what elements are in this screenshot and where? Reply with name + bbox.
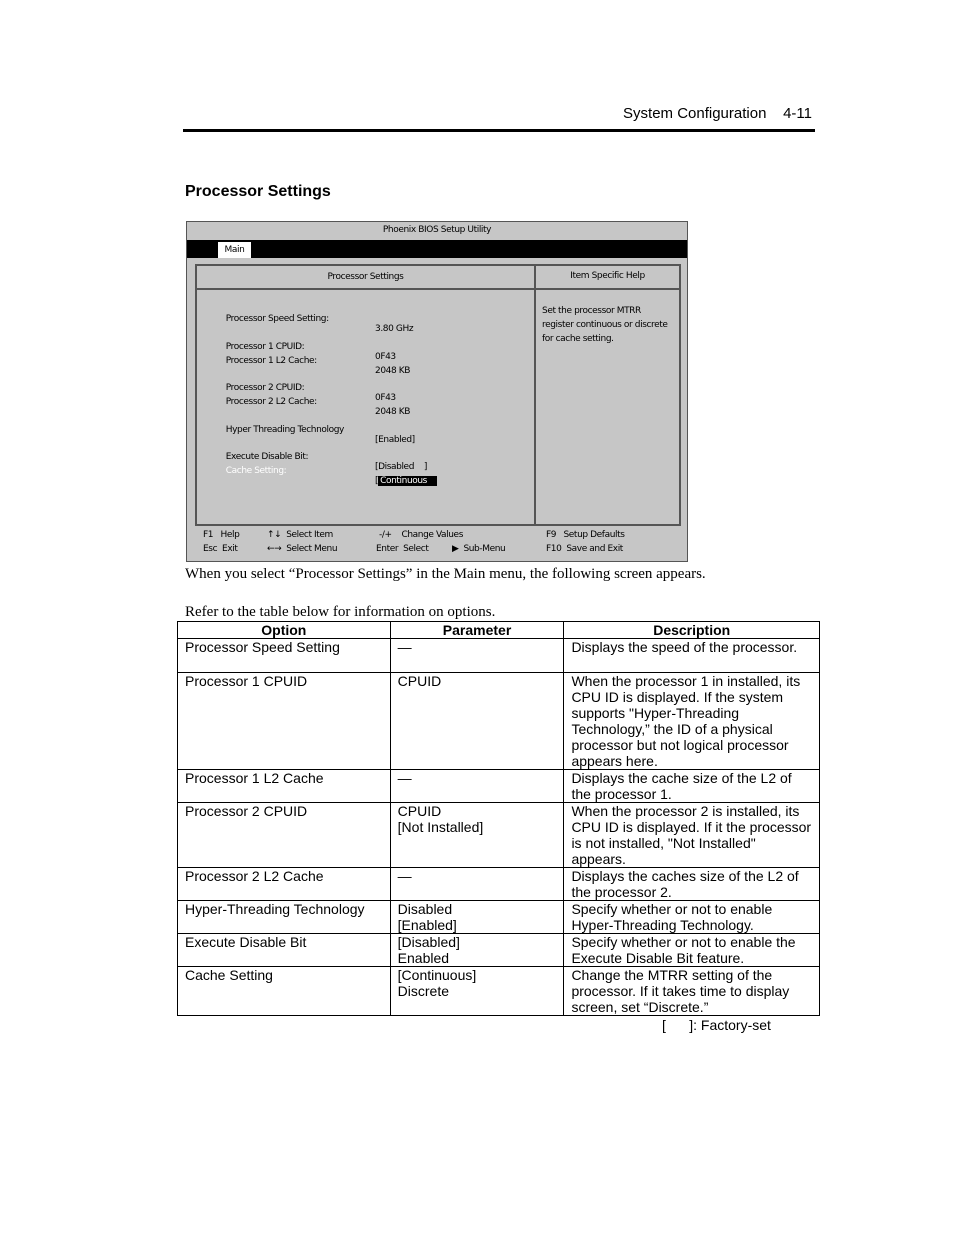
description-cell: Specify whether or not to enable the Execute Disable Bit feature.	[564, 934, 820, 967]
description-cell: Displays the speed of the processor.	[564, 639, 820, 673]
description-cell: When the processor 2 is installed, its CPU ID is displayed. If it the processor is not installed, "Not Installed" appears.	[564, 803, 820, 868]
option-cell: Hyper-Threading Technology	[178, 901, 391, 934]
table-header-row	[178, 622, 820, 639]
row-value: 2048 KB	[375, 407, 411, 417]
parameter-cell: —	[390, 639, 564, 673]
parameter-cell: CPUID [Not Installed]	[390, 803, 564, 868]
bios-menubar	[187, 240, 687, 258]
row-value-wrapper[interactable]	[375, 476, 437, 486]
panel-header-divider	[197, 288, 679, 290]
footer-change-values: -/+ Change Values	[379, 530, 463, 540]
help-text: Set the processor MTRR register continuous or discrete for cache setting.	[542, 306, 668, 344]
row-value[interactable]: [Disabled ]	[375, 462, 427, 472]
row-label: Processor 1 CPUID:	[225, 342, 305, 352]
header-rule	[183, 129, 815, 132]
table-row	[178, 673, 820, 770]
footer-select-item: ↑↓ Select Item	[267, 530, 333, 540]
parameter-cell: —	[390, 770, 564, 803]
footer-f10-save: F10 Save and Exit	[546, 544, 623, 554]
row-label: Processor 1 L2 Cache:	[225, 356, 317, 366]
intro-text: When you select “Processor Settings” in the Main menu, the following screen appears.	[185, 566, 706, 582]
option-cell: Cache Setting	[178, 967, 391, 1016]
option-cell: Processor Speed Setting	[178, 639, 391, 673]
row-value[interactable]: [Enabled]	[375, 435, 415, 445]
bios-title: Phoenix BIOS Setup Utility	[382, 225, 492, 235]
parameter-cell: [Continuous] Discrete	[390, 967, 564, 1016]
footer-enter-select: Enter Select	[376, 544, 429, 554]
bios-panel	[195, 264, 681, 526]
options-table	[177, 621, 820, 1016]
description-cell: Specify whether or not to enable Hyper-Threading Technology.	[564, 901, 820, 934]
table-row	[178, 770, 820, 803]
page-header: System Configuration 4-11	[623, 105, 812, 122]
footer-f1-help: F1 Help	[203, 530, 240, 540]
row-value: 0F43	[375, 352, 396, 362]
factory-set-note: [ ]: Factory-set	[662, 1017, 771, 1033]
bios-footer	[187, 529, 687, 561]
description-cell: Displays the cache size of the L2 of the processor 1.	[564, 770, 820, 803]
option-cell: Processor 2 L2 Cache	[178, 868, 391, 901]
row-label: Cache Setting:	[225, 466, 287, 476]
refer-text: Refer to the table below for information on options.	[185, 604, 496, 620]
footer-select-menu: ←→ Select Menu	[267, 544, 338, 554]
row-value: 2048 KB	[375, 366, 411, 376]
description-cell: When the processor 1 in installed, its CPU ID is displayed. If the system supports "Hyper-Threading Technology,” the ID of a physical processor but not logical processor appears here.	[564, 673, 820, 770]
option-cell: Processor 1 CPUID	[178, 673, 391, 770]
row-label: Processor Speed Setting:	[225, 314, 329, 324]
column-header-description: Description	[564, 622, 820, 639]
panel-title: Processor Settings	[327, 272, 404, 282]
column-header-parameter: Parameter	[390, 622, 564, 639]
table-row	[178, 901, 820, 934]
table-row	[178, 967, 820, 1016]
row-label: Execute Disable Bit:	[225, 452, 309, 462]
column-header-option: Option	[178, 622, 391, 639]
row-label: Processor 2 CPUID:	[225, 383, 305, 393]
row-label: Processor 2 L2 Cache:	[225, 397, 317, 407]
table-row	[178, 639, 820, 673]
option-cell: Execute Disable Bit	[178, 934, 391, 967]
value-bracket: [	[375, 476, 379, 486]
parameter-cell: [Disabled] Enabled	[390, 934, 564, 967]
bios-tab-main[interactable]: Main	[218, 242, 251, 258]
footer-f9-defaults: F9 Setup Defaults	[546, 530, 625, 540]
section-title: Processor Settings	[185, 183, 331, 200]
parameter-cell: Disabled [Enabled]	[390, 901, 564, 934]
row-value: 0F43	[375, 393, 396, 403]
option-cell: Processor 1 L2 Cache	[178, 770, 391, 803]
description-cell: Change the MTRR setting of the processor. If it takes time to display screen, set “Discrete.”	[564, 967, 820, 1016]
parameter-cell: CPUID	[390, 673, 564, 770]
footer-sub-menu: ▶ Sub-Menu	[452, 544, 506, 554]
description-cell: Displays the caches size of the L2 of the processor 2.	[564, 868, 820, 901]
table-row	[178, 868, 820, 901]
option-cell: Processor 2 CPUID	[178, 803, 391, 868]
panel-divider	[534, 266, 536, 524]
table-row	[178, 934, 820, 967]
footer-esc-exit: Esc Exit	[203, 544, 238, 554]
help-title: Item Specific Help	[570, 271, 645, 281]
row-label: Hyper Threading Technology	[225, 425, 344, 435]
parameter-cell: —	[390, 868, 564, 901]
row-value-selected[interactable]: Continuous	[378, 476, 437, 486]
table-row	[178, 803, 820, 868]
bios-screenshot	[186, 221, 688, 562]
row-value: 3.80 GHz	[375, 324, 414, 334]
